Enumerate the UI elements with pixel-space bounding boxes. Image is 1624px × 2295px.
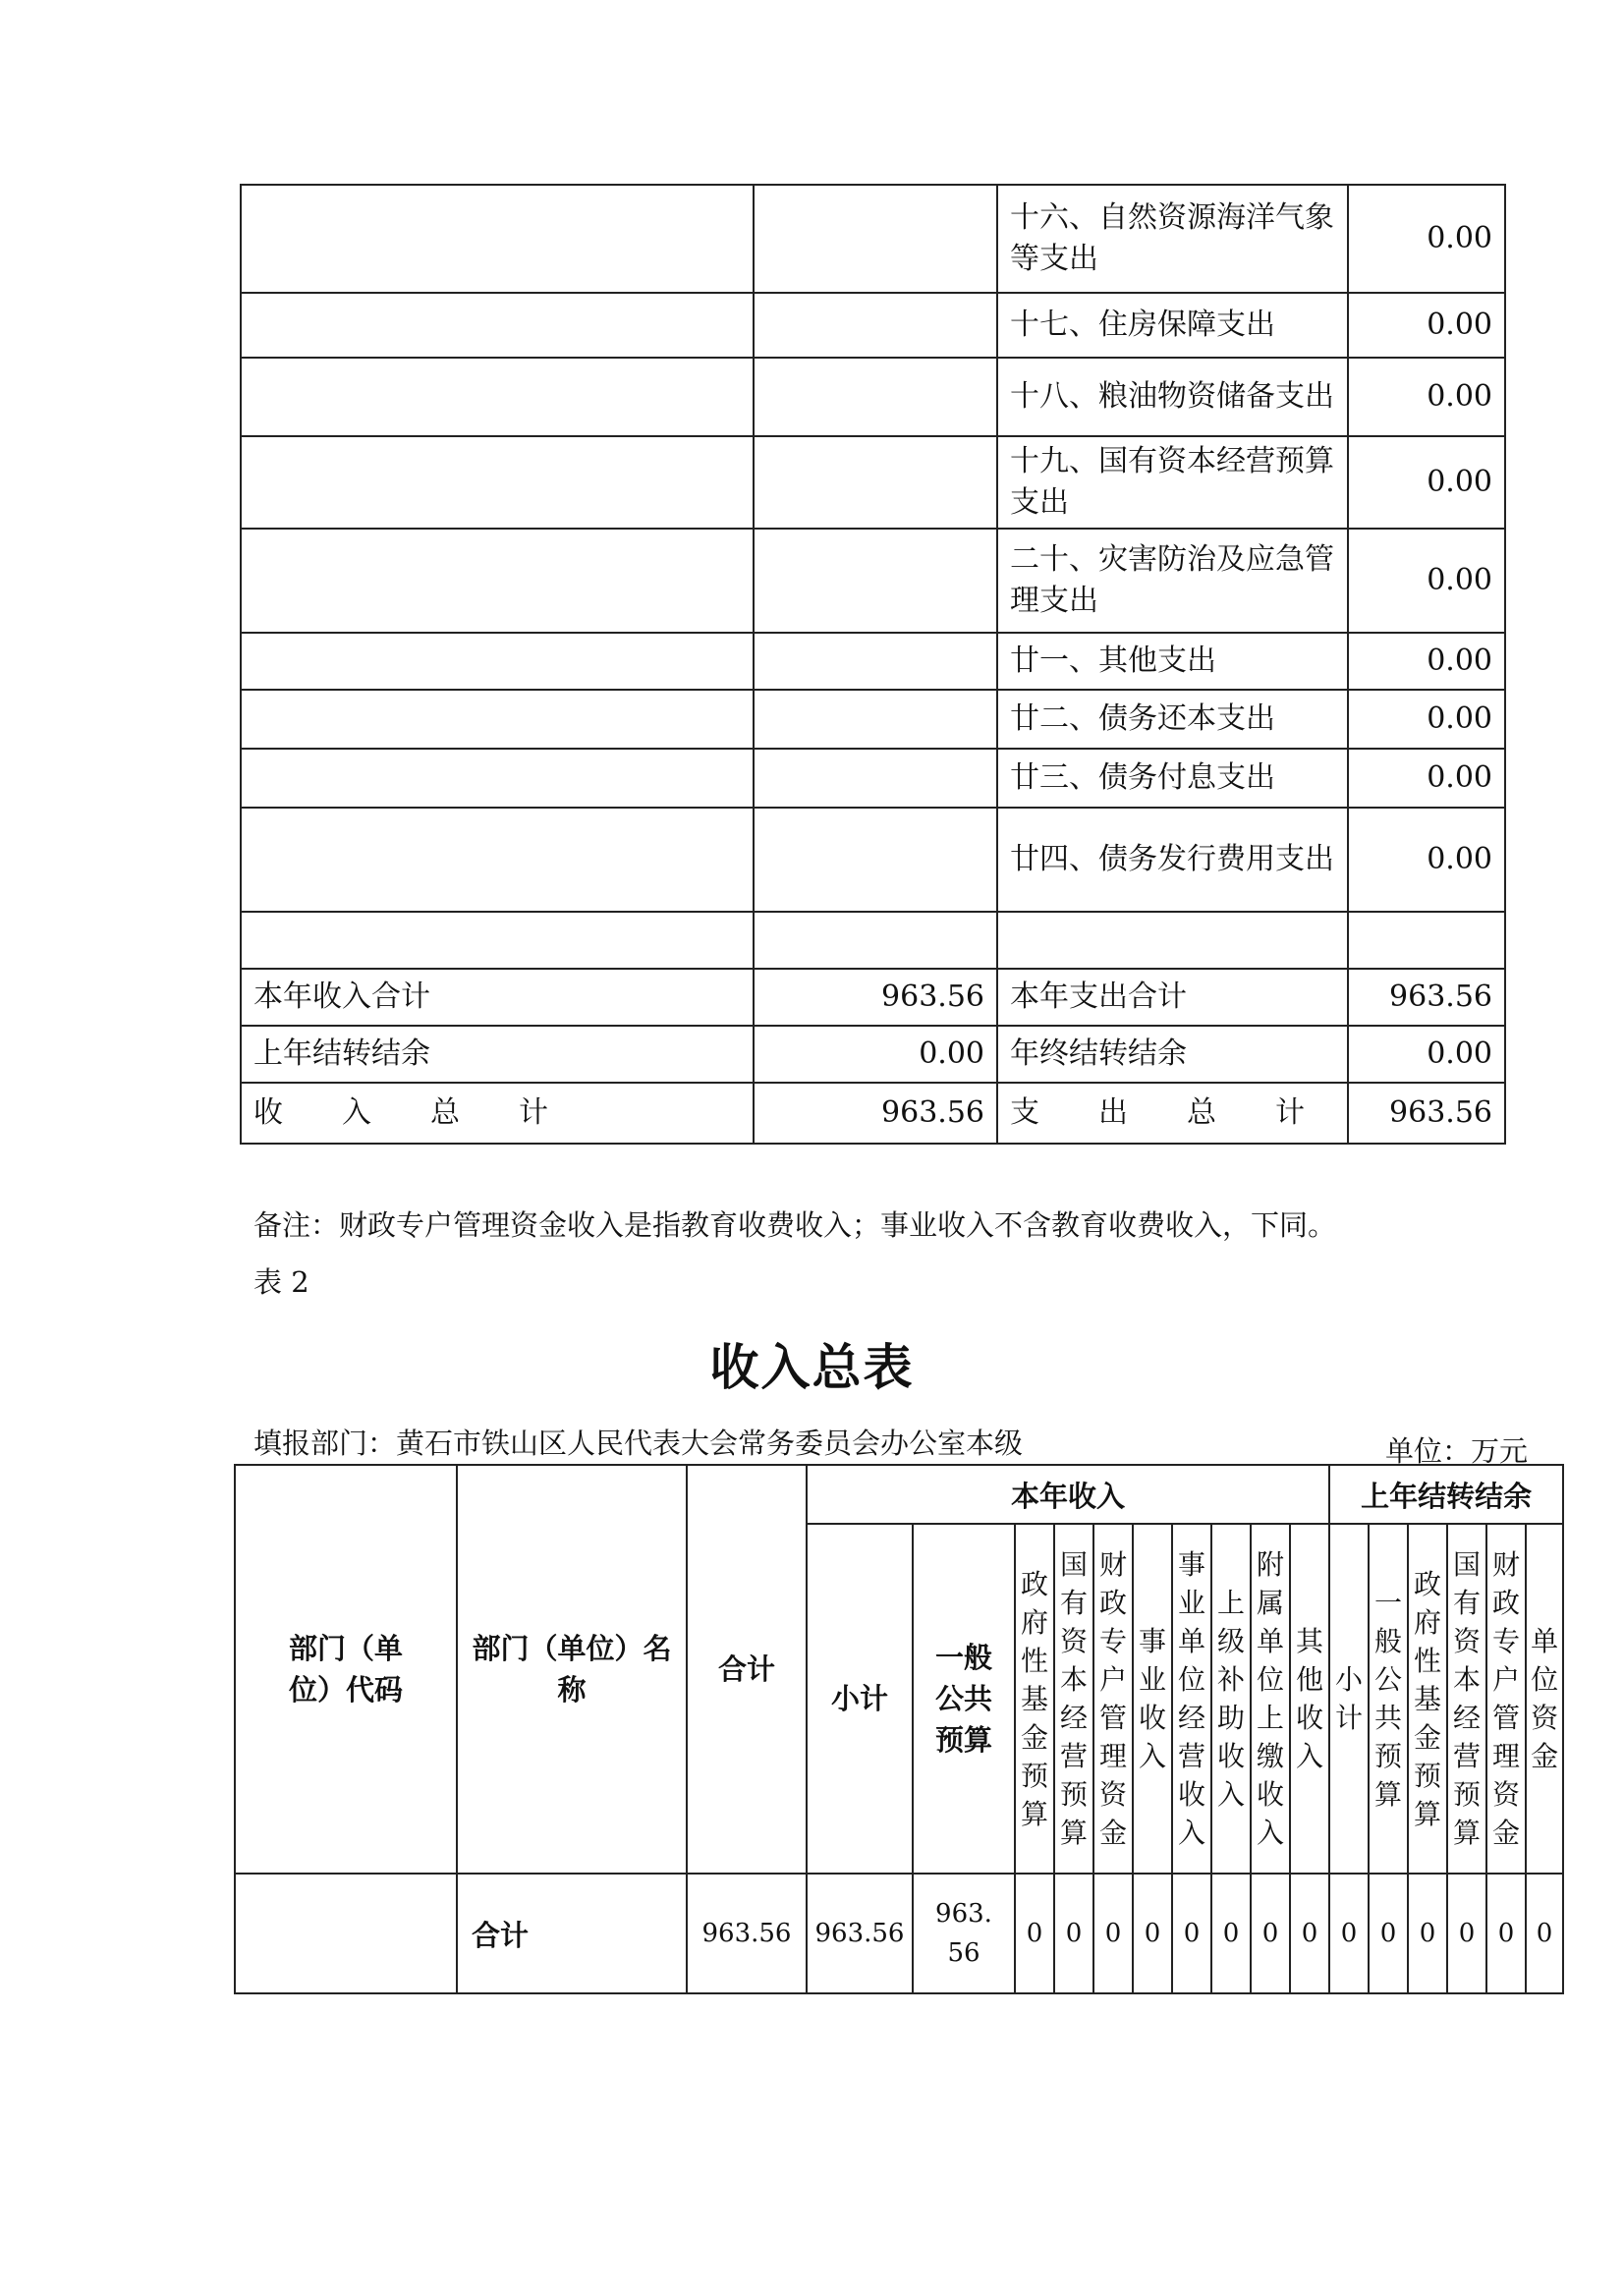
grand-income-value: 963.56 [754,1083,997,1144]
expense-item-name: 十六、自然资源海洋气象等支出 [997,185,1348,293]
col-dept-name: 部门（单位）名称 [457,1465,687,1874]
grand-income-label [241,1083,754,1144]
cell-current-value: 0 [1054,1874,1093,1993]
reporting-department: 填报部门：黄石市铁山区人民代表大会常务委员会办公室本级 [253,1427,1024,1460]
prev-balance-value: 0.00 [754,1026,997,1083]
cell-prev-value: 0 [1447,1874,1486,1993]
expense-item-value: 0.00 [1348,436,1505,529]
grand-expense-char: 总 [1187,1095,1216,1130]
col-current-gov-fund: 政府性基金预算 [1015,1524,1054,1874]
col-prev-state-capital: 国有资本经营预算 [1447,1524,1486,1874]
cell-prev-value: 0 [1486,1874,1526,1993]
table-row [235,1874,1563,1993]
income-value-cell [754,749,997,808]
table-row [241,293,1505,358]
income-item-cell [241,436,754,529]
income-item-cell [241,690,754,749]
col-prev-subtotal: 小计 [1329,1524,1369,1874]
col-current-special-account: 财政专户管理资金 [1093,1524,1133,1874]
col-total: 合计 [687,1465,807,1874]
expense-item-name [997,912,1348,969]
table-row [241,529,1505,633]
income-value-cell [754,436,997,529]
income-value-cell [754,529,997,633]
group-current-year-income: 本年收入 [807,1465,1329,1524]
cell-prev-value: 0 [1408,1874,1447,1993]
expense-item-name: 廿三、债务付息支出 [997,749,1348,808]
income-item-cell [241,912,754,969]
col-current-business-income: 事业收入 [1133,1524,1172,1874]
grand-income-char: 计 [519,1095,548,1130]
page-title: 收入总表 [709,1338,915,1396]
cell-prev-value: 0 [1369,1874,1408,1993]
expense-item-name: 廿一、其他支出 [997,633,1348,690]
income-value-cell [754,358,997,436]
income-item-cell [241,293,754,358]
col-prev-general-budget: 一般公共预算 [1369,1524,1408,1874]
group-prev-balance: 上年结转结余 [1329,1465,1563,1524]
col-current-general-budget: 一般公共预算 [913,1524,1015,1874]
expense-total-label: 本年支出合计 [997,969,1348,1026]
income-value-cell [754,912,997,969]
expense-item-name: 十七、住房保障支出 [997,293,1348,358]
expense-item-value: 0.00 [1348,808,1505,912]
cell-current-value: 963.56 [807,1874,913,1993]
grand-expense-value: 963.56 [1348,1083,1505,1144]
expense-item-name: 廿四、债务发行费用支出 [997,808,1348,912]
income-total-value: 963.56 [754,969,997,1026]
cell-current-value: 0 [1290,1874,1329,1993]
col-prev-gov-fund: 政府性基金预算 [1408,1524,1447,1874]
col-current-superior-subsidy: 上级补助收入 [1211,1524,1251,1874]
table-row [241,690,1505,749]
cell-current-value: 0 [1093,1874,1133,1993]
grand-expense-label [997,1083,1348,1144]
balance-row [241,1026,1505,1083]
cell-dept-name: 合计 [457,1874,687,1993]
grand-total-row [241,1083,1505,1144]
income-summary-table [234,1464,1564,1994]
income-total-row [241,969,1505,1026]
grand-income-char: 入 [342,1095,371,1130]
remark-note: 备注：财政专户管理资金收入是指教育收费收入；事业收入不含教育收费收入，下同。 [253,1208,1337,1242]
col-dept-code: 部门（单位）代码 [235,1465,457,1874]
expense-item-name: 十九、国有资本经营预算支出 [997,436,1348,529]
table-row [241,436,1505,529]
table-row [241,185,1505,293]
expense-item-name: 廿二、债务还本支出 [997,690,1348,749]
col-current-subtotal: 小计 [807,1524,913,1874]
expense-item-value: 0.00 [1348,633,1505,690]
cell-current-value: 0 [1172,1874,1211,1993]
income-item-cell [241,808,754,912]
expense-item-value: 0.00 [1348,529,1505,633]
expense-item-value [1348,912,1505,969]
expense-total-value: 963.56 [1348,969,1505,1026]
prev-balance-label: 上年结转结余 [241,1026,754,1083]
income-value-cell [754,808,997,912]
unit-label: 单位：万元 [1385,1434,1529,1468]
table-number-label: 表 2 [253,1265,309,1299]
income-value-cell [754,185,997,293]
col-current-other: 其他收入 [1290,1524,1329,1874]
cell-current-value: 963.56 [913,1874,1015,1993]
cell-current-value: 0 [1133,1874,1172,1993]
income-item-cell [241,749,754,808]
grand-income-char: 总 [430,1095,460,1130]
cell-current-value: 0 [1251,1874,1290,1993]
table-row [241,749,1505,808]
expense-item-value: 0.00 [1348,358,1505,436]
income-value-cell [754,690,997,749]
income-item-cell [241,358,754,436]
year-end-balance-value: 0.00 [1348,1026,1505,1083]
cell-prev-value: 0 [1329,1874,1369,1993]
cell-current-value: 0 [1015,1874,1054,1993]
table-row [241,808,1505,912]
expense-item-value: 0.00 [1348,749,1505,808]
col-current-subordinate-remit: 附属单位上缴收入 [1251,1524,1290,1874]
grand-income-char: 收 [253,1095,283,1130]
grand-expense-char: 支 [1010,1095,1039,1130]
table-row [241,912,1505,969]
col-current-unit-operating: 事业单位经营收入 [1172,1524,1211,1874]
col-prev-special-account: 财政专户管理资金 [1486,1524,1526,1874]
grand-expense-char: 出 [1098,1095,1128,1130]
cell-current-value: 0 [1211,1874,1251,1993]
income-total-label: 本年收入合计 [241,969,754,1026]
expense-item-value: 0.00 [1348,185,1505,293]
income-item-cell [241,185,754,293]
cell-prev-value: 0 [1526,1874,1563,1993]
income-item-cell [241,633,754,690]
header-group-row [235,1465,1563,1524]
income-value-cell [754,293,997,358]
budget-summary-table [240,184,1506,1145]
expense-item-name: 二十、灾害防治及应急管理支出 [997,529,1348,633]
col-prev-unit-funds: 单位资金 [1526,1524,1563,1874]
expense-item-value: 0.00 [1348,690,1505,749]
table-row [241,633,1505,690]
year-end-balance-label: 年终结转结余 [997,1026,1348,1083]
income-item-cell [241,529,754,633]
expense-item-value: 0.00 [1348,293,1505,358]
cell-total: 963.56 [687,1874,807,1993]
income-value-cell [754,633,997,690]
col-current-state-capital: 国有资本经营预算 [1054,1524,1093,1874]
grand-expense-char: 计 [1275,1095,1305,1130]
expense-item-name: 十八、粮油物资储备支出 [997,358,1348,436]
table-row [241,358,1505,436]
cell-dept-code [235,1874,457,1993]
